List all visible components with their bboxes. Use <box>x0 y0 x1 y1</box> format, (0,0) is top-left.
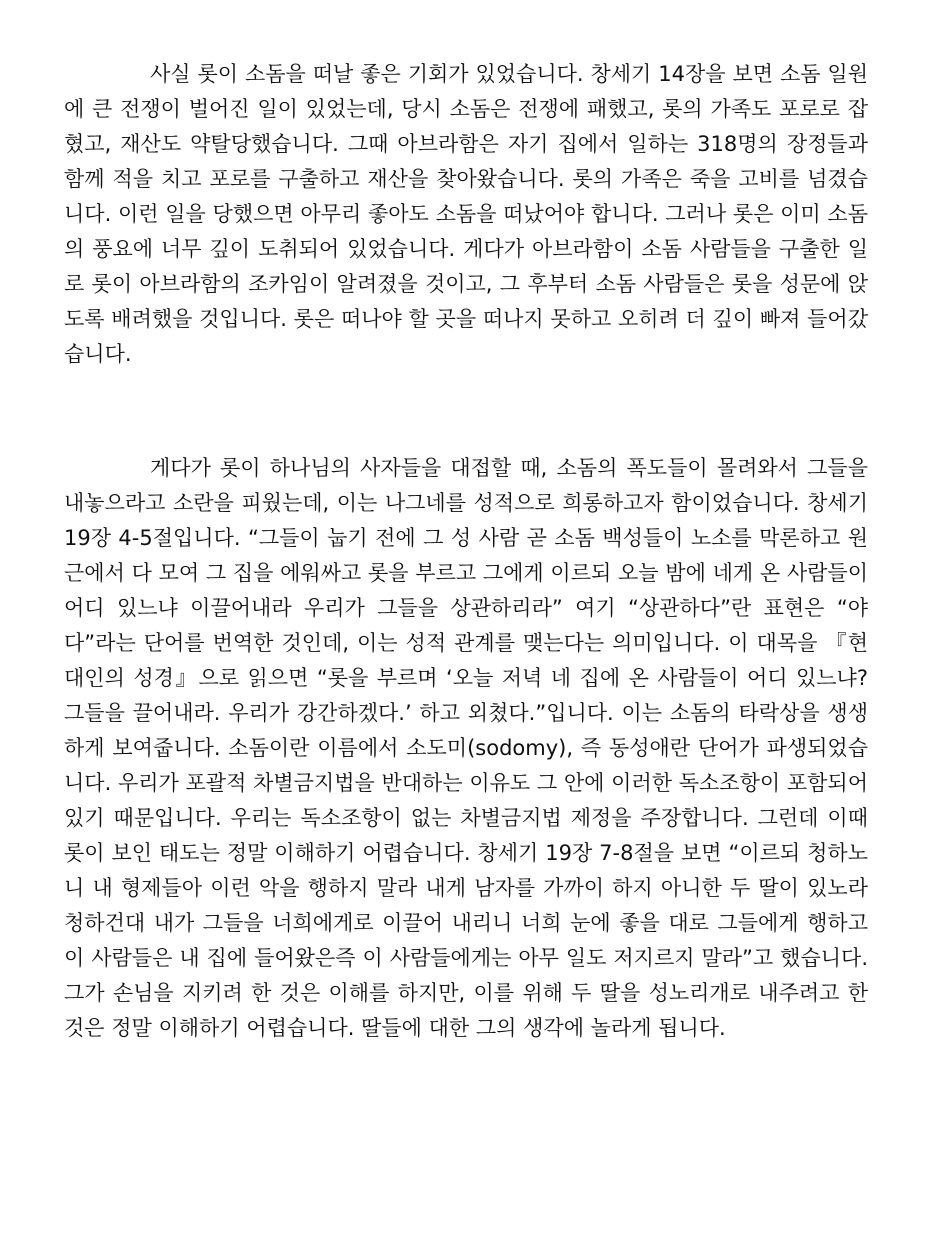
body-paragraph-1: 사실 롯이 소돔을 떠날 좋은 기회가 있었습니다. 창세기 14장을 보면 소돔 일원에 큰 전쟁이 벌어진 일이 있었는데, 당시 소돔은 전쟁에 패했고, 롯의 가족도 포로로 잡혔고, 재산도 약탈당했습니다. 그때 아브라함은 자기 집에서 일하는 318명의 장정들과 함께 적을 치고 포로를 구출하고 재산을 찾아왔습니다. 롯의 가족은 죽을 고비를 넘겼습니다. 이런 일을 당했으면 아무리 좋아도 소돔을 떠났어야 합니다. 그러나 롯은 이미 소돔의 풍요에 너무 깊이 도취되어 있었습니다. 게다가 아브라함이 소돔 사람들을 구출한 일로 롯이 아브라함의 조카임이 알려졌을 것이고, 그 후부터 소돔 사람들은 롯을 성문에 앉도록 배려했을 것입니다. 롯은 떠나야 할 곳을 떠나지 못하고 오히려 더 깊이 빠져 들어갔습니다. <box>64 62 868 366</box>
body-paragraph-2: 게다가 롯이 하나님의 사자들을 대접할 때, 소돔의 폭도들이 몰려와서 그들을 내놓으라고 소란을 피웠는데, 이는 나그네를 성적으로 희롱하고자 함이었습니다. 창세기 19장 4-5절입니다. “그들이 눕기 전에 그 성 사람 곧 소돔 백성들이 노소를 막론하고 원근에서 다 모여 그 집을 에워싸고 롯을 부르고 그에게 이르되 오늘 밤에 네게 온 사람들이 어디 있느냐 이끌어내라 우리가 그들을 상관하리라” 여기 “상관하다”란 표현은 “야다”라는 단어를 번역한 것인데, 이는 성적 관계를 맺는다는 의미입니다. 이 대목을 『현대인의 성경』으로 읽으면 “롯을 부르며 ‘오늘 저녁 네 집에 온 사람들이 어디 있느냐? 그들을 끌어내라. 우리가 강간하겠다.’ 하고 외쳤다.”입니다. 이는 소돔의 타락상을 생생하게 보여줍니다. 소돔이란 이름에서 소도미(sodomy), 즉 동성애란 단어가 파생되었습니다. 우리가 포괄적 차별금지법을 반대하는 이유도 그 안에 이러한 독소조항이 포함되어 있기 때문입니다. 우리는 독소조항이 없는 차별금지법 제정을 주장합니다. 그런데 이때 롯이 보인 태도는 정말 이해하기 어렵습니다. 창세기 19장 7-8절을 보면 “이르되 청하노니 내 형제들아 이런 악을 행하지 말라 내게 남자를 가까이 하지 아니한 두 딸이 있노라 청하건대 내가 그들을 너희에게로 이끌어 내리니 너희 눈에 좋을 대로 그들에게 행하고 이 사람들은 내 집에 들어왔은즉 이 사람들에게는 아무 일도 저지르지 말라”고 했습니다. 그가 손님을 지키려 한 것은 이해를 하지만, 이를 위해 두 딸을 성노리개로 내주려고 한 것은 정말 이해하기 어렵습니다. 딸들에 대한 그의 생각에 놀라게 됩니다. <box>64 456 868 1040</box>
